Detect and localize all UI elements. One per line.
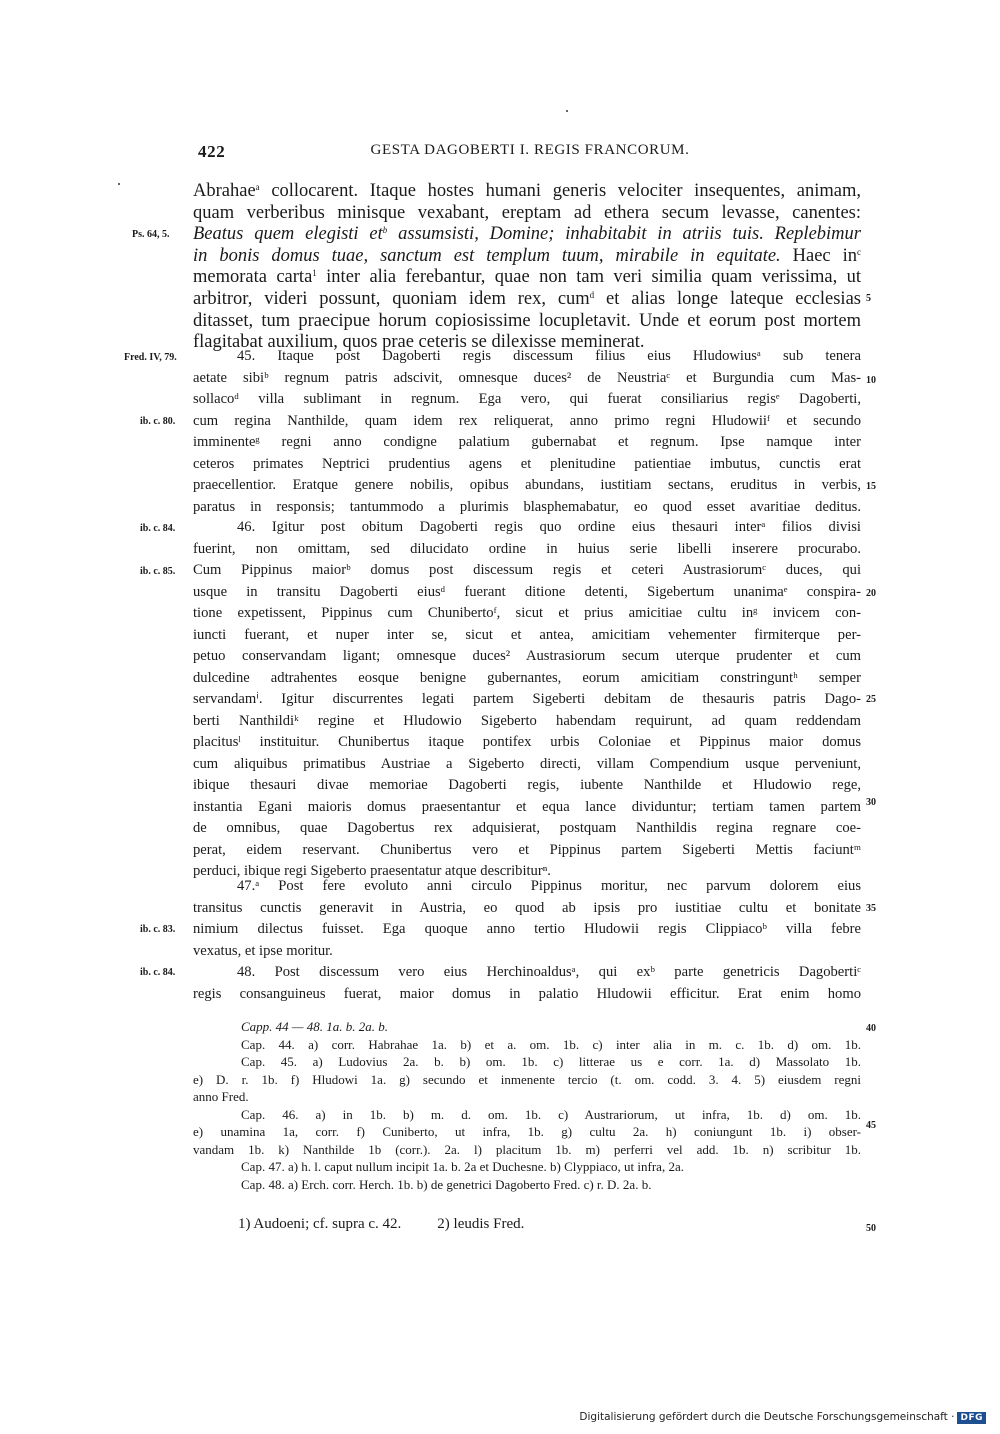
text-block-large (193, 181, 861, 354)
text-line: in bonis domus tuae, sanctum est templum tuum, mirabile in equitate. Haec $in^c$ (193, 245, 861, 266)
text-line: 48. Post discessum vero eius Herchinoaldusᵃ, qui exᵇ parte genetricis Dagobertiᶜ (237, 964, 861, 980)
text-line: memorata carta$^1$ inter alia ferebantur, quae non tam veri similia quam verissima, ut (193, 267, 861, 288)
text-line: tione expetissent, Pippinus cum Chunibertoᶠ, sicut et prius amicitiae cultu inᵍ invicem con- (193, 605, 861, 621)
text-line: ditasset, tum praecipue horum copiosissime locupletavit. Unde et eorum post mortem (193, 310, 861, 331)
chapter-45 (193, 346, 861, 518)
sidenote-ib-83: ib. c. 83. (140, 924, 176, 935)
page-number: 422 (198, 142, 226, 161)
text-line: flagitabat auxilium, quos prae ceteris se dilexisse meminerat. (193, 332, 645, 353)
text-line: ibique thesauri divae memoriae Dagoberti regis, iubente Nanthilde et Hludowio rege, (193, 777, 861, 793)
sidenote-ib-85: ib. c. 85. (140, 566, 176, 577)
text-line: perduci, ibique regi Sigeberto praesentatur atque describiturⁿ. (193, 863, 551, 879)
text-line: aetate sibiᵇ regnum patris adscivit, omnesque duces² de Neustriaᶜ et Burgundia cum Mas- (193, 369, 861, 386)
text-line: dulcedine adtrahentes eosque benigne gubernantes, eorum amicitiam constringuntʰ semper (193, 669, 861, 686)
critical-apparatus (193, 1018, 861, 1193)
footnote-line: vandam 1b. k) Nanthilde 1b (corr.). 2a. l) placitum 1b. m) perferri vel add. 1b. n) scribitur 1b. (193, 1141, 861, 1157)
text-line: 45. Itaque post Dagoberti regis discessum filius eius Hludowiusᵃ sub tenera (237, 348, 861, 364)
text-line: imminenteᵍ regni anno condigne palatium gubernabat et regnum. Ipse namque inter (193, 434, 861, 450)
reference-2: 2) leudis Fred. (437, 1216, 525, 1232)
footnote-line: Cap. 47. a) h. l. caput nullum incipit 1a. b. 2a et Duchesne. b) Clyppiaco, ut infra, 2a. (241, 1159, 684, 1174)
text-line: 47.ᵃ Post fere evoluto anni circulo Pippinus moritur, nec parvum dolorem eius (237, 878, 861, 894)
line-number: 50 (866, 1223, 876, 1234)
text-line: cum regina Nanthilde, quam idem rex reliquerat, anno primo regni Hludowiiᶠ et secundo (193, 412, 861, 429)
reference-1: 1) Audoeni; cf. supra c. 42. (238, 1216, 402, 1232)
text-line: petuo conservandam ligant; omnesque duces² Austrasiorum secum uterque prudenter et cum (193, 648, 861, 664)
text-line: transitus cunctis generavit in Austria, eo quod ab ipsis pro iustitiae cultu et bonitate (193, 899, 861, 916)
page-header (198, 142, 862, 162)
text-line: arbitror, videri possunt, quoniam idem rex, cum$^d$ et alias longe lateque ecclesias (193, 288, 861, 309)
text-line: regis consanguineus fuerat, maior domus in palatio Hludowii efficitur. Erat enim homo (193, 985, 861, 1002)
text-line: Cum Pippinus maiorᵇ domus post discessum regis et ceteri Austrasiorumᶜ duces, qui (193, 562, 861, 578)
sidenote-ib-84-b: ib. c. 84. (140, 967, 176, 978)
footnote-line: e) D. r. 1b. f) Hludowi 1a. g) secundo et inmenente tercio (t. om. codd. 3. 4. 5) eiusdem regni (193, 1071, 861, 1087)
footnote-line: Cap. 46. a) in 1b. b) m. d. om. 1b. c) Austrariorum, ut infra, 1b. d) om. 1b. (241, 1106, 861, 1122)
text-line: quam verberibus minisque vexabant, ereptam ad ethera secum levasse, canentes: (193, 202, 861, 223)
text-line: vexatus, et ipse moritur. (193, 942, 333, 959)
scan-mark (566, 110, 568, 112)
running-title: GESTA DAGOBERTI I. REGIS FRANCORUM. (370, 142, 690, 158)
text-line: nimium dilectus fuisset. Ega quoque anno tertio Hludowii regis Clippiacoᵇ villa febre (193, 921, 861, 937)
footnote-line: Cap. 48. a) Erch. corr. Herch. 1b. b) de genetrici Dagoberto Fred. c) r. D. 2a. b. (241, 1176, 652, 1192)
text-line: de omnibus, quae Dagobertus rex adquisierat, postquam Nanthildis regina regnare coe- (193, 820, 861, 836)
text-line: iuncti fuerant, et nuper inter se, sicut et antea, amicitiam vehementer firmiterque per- (193, 626, 861, 643)
footnote-line: e) unamina 1a, corr. f) Cuniberto, ut infra, 1b. g) cultu 2a. h) coniungunt 1b. i) obser- (193, 1124, 861, 1139)
line-number: 5 (866, 293, 871, 304)
dfg-credit (579, 1411, 986, 1424)
footnote-line: Cap. 45. a) Ludovius 2a. b. b) om. 1b. c) litterae us e corr. 1a. d) Massolato 1b. (241, 1054, 861, 1069)
footnote-line: Capp. 44 — 48. 1a. b. 2a. b. (241, 1019, 388, 1034)
line-number: 20 (866, 588, 876, 599)
text-line: paratus in responsis; tantummodo a plurimis blasphemabatur, eo quod esset avaritiae deditus. (193, 498, 861, 515)
text-line: usque in transitu Dagoberti eiusᵈ fuerant ditione detenti, Sigebertum unanimaᵉ conspira- (193, 583, 861, 600)
text-line: cum aliquibus primatibus Austriae a Sigeberto directi, villam Compendium usque perveniunt, (193, 755, 861, 772)
footnote-line: anno Fred. (193, 1089, 249, 1104)
source-references (238, 1216, 524, 1233)
text-line: servandamⁱ. Igitur discurrentes legati partem Sigeberti debitam de thesauris patris Dago- (193, 691, 861, 707)
text-line: praecellentior. Eratque genere nobilis, opibus abundans, iustitiam sectans, eruditus in verbis, (193, 477, 861, 493)
text-line: perat, eidem reservant. Chunibertus vero et Pippinus partem Sigeberti Mettis faciuntᵐ (193, 841, 861, 858)
text-line: 46. Igitur post obitum Dagoberti regis quo ordine eius thesauri interᵃ filios divisi (237, 519, 861, 535)
sidenote-ib-84: ib. c. 84. (140, 523, 176, 534)
text-line: berti Nanthildiᵏ regine et Hludowio Sigeberto habendam requirunt, ad quam reddendam (193, 712, 861, 729)
text-line: placitusˡ instituitur. Chunibertus itaque pontifex urbis Coloniae et Pippinus maior domus (193, 734, 861, 750)
chapter-48 (193, 962, 861, 1005)
scan-mark (118, 183, 120, 185)
chapter-46 (193, 517, 861, 883)
footnote-line: Cap. 44. a) corr. Habrahae 1a. b) et a. om. 1b. c) inter alia in m. c. 1b. d) om. 1b. (241, 1036, 861, 1052)
text-line: instantia Egani maioris domus praesentantur et equa lance dividuntur; tertiam tamen partem (193, 798, 861, 815)
text-line: sollacoᵈ villa sublimant in regnum. Ega vero, qui fuerat consiliarius regisᵉ Dagoberti, (193, 391, 861, 407)
line-number: 35 (866, 903, 876, 914)
line-number: 45 (866, 1120, 876, 1131)
sidenote-fred: Fred. IV, 79. (124, 352, 177, 363)
sidenote-ib-80: ib. c. 80. (140, 416, 176, 427)
line-number: 25 (866, 694, 876, 705)
line-number: 40 (866, 1023, 876, 1034)
sidenote-psalm: Ps. 64, 5. (132, 229, 170, 240)
line-number: 15 (866, 481, 876, 492)
text-line: Beatus quem elegisti $et^b$ assumsisti, Domine; inhabitabit in atriis tuis. Replebimur (193, 224, 861, 245)
dfg-logo: DFG (957, 1412, 986, 1424)
line-number: 10 (866, 375, 876, 386)
chapter-47 (193, 876, 861, 962)
text-line: fuerint, non omittam, sed dilucidato ordine in huius serie libelli inserere procurabo. (193, 540, 861, 557)
line-number: 30 (866, 797, 876, 808)
text-line: Abrahae$^a$ collocarent. Itaque hostes humani generis velociter insequentes, animam, (193, 181, 861, 201)
text-line: ceteros primates Neptrici prudentius agens et plenitudine patientiae imbutus, cunctis erat (193, 455, 861, 472)
dfg-credit-text: Digitalisierung gefördert durch die Deutsche Forschungsgemeinschaft · (579, 1411, 955, 1423)
